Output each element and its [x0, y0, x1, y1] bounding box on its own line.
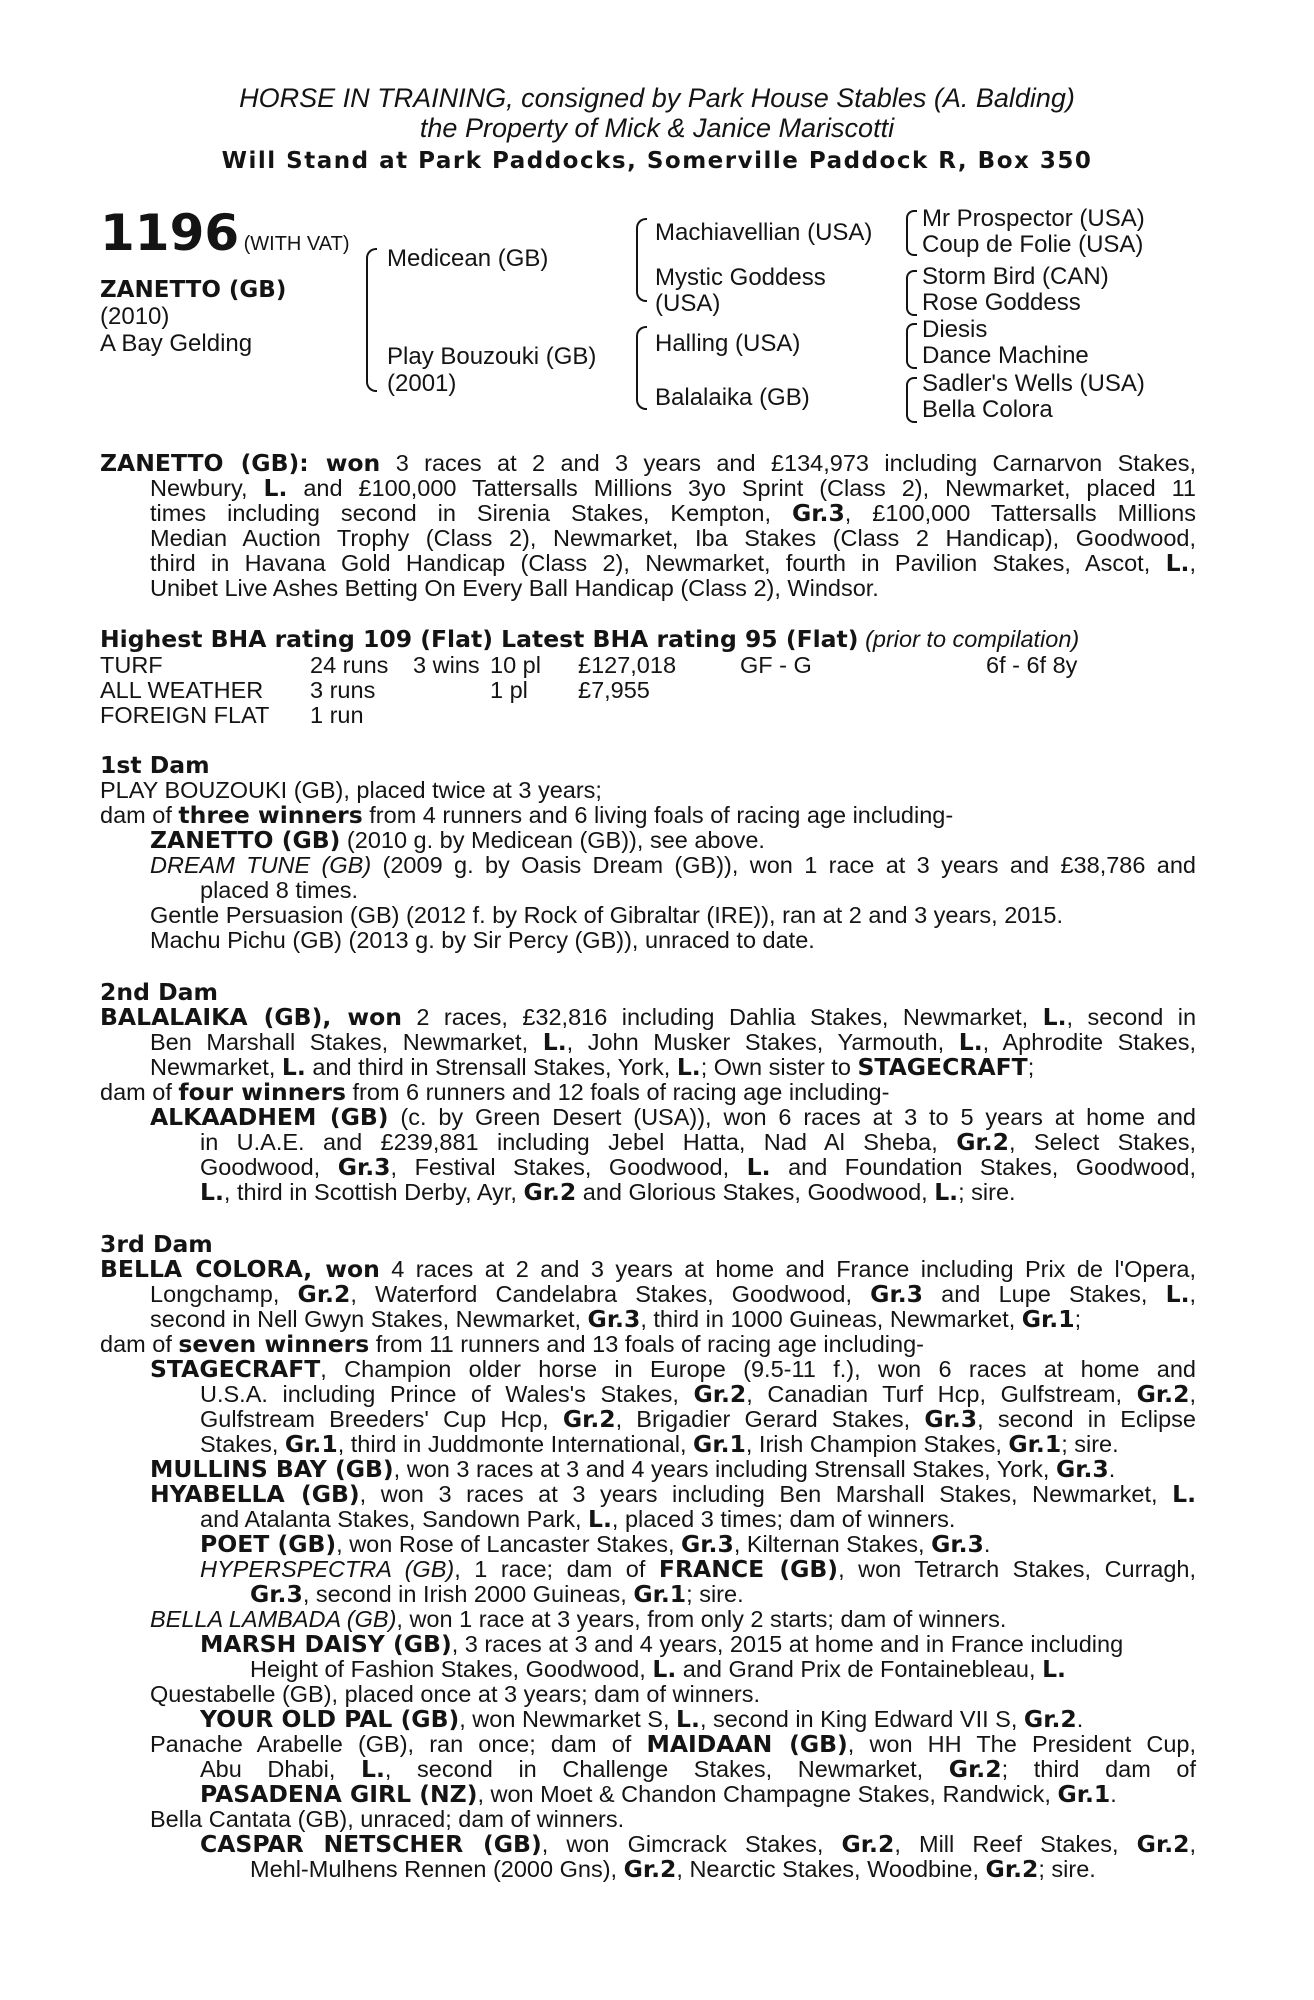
- text-run: Questabelle (GB), placed once at 3 years; dam of winners.: [150, 1681, 761, 1707]
- text-run: , Nearctic Stakes, Woodbine,: [676, 1856, 980, 1882]
- text-run: , won Rose of Lancaster Stakes,: [336, 1531, 675, 1557]
- text-line: [200, 1632, 1123, 1657]
- text-line: [250, 1582, 744, 1607]
- text-run: L.: [652, 1655, 677, 1683]
- text-run: ;: [1027, 1054, 1035, 1080]
- text-line: [200, 1382, 1196, 1407]
- text-run: Gr.3: [587, 1305, 641, 1333]
- text-run: Goodwood,: [200, 1154, 321, 1180]
- text-run: seven winners: [178, 1330, 370, 1358]
- text-run: 2 races, £32,816 including Dahlia Stakes, Newmarket,: [416, 1004, 1029, 1030]
- text-run: Gr.1: [284, 1430, 338, 1458]
- first-dam-heading: 1st Dam: [100, 751, 210, 779]
- text-run: L.: [588, 1505, 612, 1533]
- text-run: Gr.3: [791, 499, 845, 527]
- text-run: placed 8 times.: [200, 877, 359, 903]
- text-line: [150, 1482, 1196, 1507]
- text-line: [150, 1105, 1196, 1130]
- text-run: from 11 runners and 13 foals of racing age including-: [375, 1331, 924, 1357]
- header-property: the Property of Mick & Janice Mariscotti: [419, 113, 895, 143]
- dam-year: (2001): [387, 370, 457, 397]
- text-run: Gr.2: [562, 1405, 616, 1433]
- text-line: [200, 1782, 1117, 1807]
- sire: Medicean (GB): [387, 245, 549, 272]
- text-run: Gr.3: [924, 1405, 978, 1433]
- horse-year: (2010): [100, 303, 170, 330]
- text-line: [150, 1307, 1081, 1332]
- text-run: Newbury,: [150, 475, 248, 501]
- text-line: [150, 1482, 1196, 1507]
- text-line: [200, 1155, 1196, 1180]
- text-run: L.: [676, 1705, 700, 1733]
- text-run: , third in 1000 Guineas, Newmarket,: [640, 1306, 1016, 1332]
- text-run: Longchamp,: [150, 1281, 280, 1307]
- text-run: L.: [746, 1153, 771, 1181]
- text-run: L.: [361, 1755, 385, 1783]
- text-run: HYABELLA (GB): [150, 1480, 360, 1508]
- second-dam-heading: 2nd Dam: [100, 978, 218, 1006]
- text-line: [100, 1332, 924, 1357]
- text-run: , £100,000 Tattersalls Millions: [844, 500, 1197, 526]
- text-run: four winners: [178, 1078, 346, 1106]
- text-line: [100, 803, 953, 828]
- text-run: Gr.2: [693, 1380, 747, 1408]
- text-line: [150, 828, 765, 853]
- brace-g4: [906, 377, 917, 423]
- text-run: 3 runs: [310, 677, 376, 703]
- text-run: ,: [1189, 1281, 1197, 1307]
- lot-number-row: [100, 205, 350, 261]
- text-run: Gr.2: [985, 1855, 1039, 1883]
- text-run: Gr.2: [956, 1128, 1009, 1156]
- text-run: and Glorious Stakes, Goodwood,: [582, 1179, 928, 1205]
- text-line: [150, 853, 1196, 878]
- text-line: [100, 1257, 1196, 1282]
- text-run: 10 pl: [490, 652, 541, 678]
- brace-gen1: [366, 248, 377, 392]
- text-run: STAGECRAFT: [857, 1053, 1028, 1081]
- text-run: ; sire.: [686, 1581, 744, 1607]
- text-run: ZANETTO (GB): [100, 449, 300, 477]
- dam-sire: Halling (USA): [655, 330, 801, 357]
- text-run: second in Nell Gwyn Stakes, Newmarket,: [150, 1306, 581, 1332]
- text-run: Gr.3: [1055, 1455, 1109, 1483]
- great-granddam-2: Rose Goddess: [922, 289, 1081, 316]
- text-line: [150, 1282, 1196, 1307]
- text-run: , won Tetrarch Stakes, Curragh,: [838, 1556, 1196, 1582]
- text-run: POET (GB): [200, 1530, 337, 1558]
- dam-name: Play Bouzouki (GB): [387, 343, 597, 370]
- text-line: [100, 1080, 889, 1105]
- text-line: [150, 1732, 1196, 1757]
- text-run: Median Auction Trophy (Class 2), Newmarket, Iba Stakes (Class 2 Handicap), Goodwood,: [150, 525, 1196, 551]
- text-run: Gr.2: [523, 1178, 577, 1206]
- text-run: MAIDAAN (GB): [646, 1730, 848, 1758]
- text-run: L.: [263, 474, 288, 502]
- text-run: YOUR OLD PAL (GB): [200, 1705, 460, 1733]
- text-run: U.S.A. including Prince of Wales's Stakes,: [200, 1381, 679, 1407]
- text-run: , second in: [1066, 1004, 1197, 1030]
- summary-line-5: [150, 551, 1196, 576]
- text-line: [250, 1657, 1066, 1682]
- text-run: , second in Eclipse: [977, 1406, 1196, 1432]
- brace-g2: [906, 270, 917, 316]
- text-run: three winners: [178, 801, 363, 829]
- text-run: Gr.1: [1021, 1305, 1075, 1333]
- text-run: L.: [934, 1178, 959, 1206]
- text-line: [150, 551, 1196, 576]
- text-line: [100, 451, 1196, 476]
- text-line: [150, 1030, 1196, 1055]
- text-run: , won Moet & Chandon Champagne Stakes, Randwick,: [477, 1781, 1051, 1807]
- text-line: [200, 1557, 1196, 1582]
- text-run: £127,018: [578, 652, 677, 678]
- text-line: [150, 1357, 1196, 1382]
- text-run: dam of: [100, 1079, 172, 1105]
- text-run: , third in Scottish Derby, Ayr,: [223, 1179, 517, 1205]
- text-run: and third in Strensall Stakes, York,: [312, 1054, 671, 1080]
- text-run: Gr.2: [1136, 1380, 1190, 1408]
- text-run: Abu Dhabi,: [200, 1756, 336, 1782]
- text-line: [200, 1130, 1196, 1155]
- text-run: PLAY BOUZOUKI (GB), placed twice at 3 years;: [100, 777, 602, 803]
- text-run: times including second in Sirenia Stakes, Kempton,: [150, 500, 771, 526]
- text-run: Gentle Persuasion (GB) (2012 f. by Rock of Gibraltar (IRE)), ran at 2 and 3 years, 2015.: [150, 902, 1064, 928]
- text-run: 3 wins: [413, 652, 480, 678]
- summary-line-2: [150, 476, 1196, 501]
- text-run: BELLA COLORA, won: [100, 1255, 380, 1283]
- brace-dam: [636, 326, 647, 410]
- text-run: , won 1 race at 3 years, from only 2 starts; dam of winners.: [396, 1606, 1007, 1632]
- text-run: BALALAIKA (GB), won: [100, 1003, 402, 1031]
- header-consignment: HORSE IN TRAINING, consigned by Park House Stables (A. Balding): [239, 83, 1075, 113]
- text-run: .: [1110, 1781, 1117, 1807]
- text-run: HYPERSPECTRA (GB): [200, 1556, 455, 1582]
- text-line: [250, 1857, 1096, 1882]
- text-line: [200, 1832, 1196, 1857]
- text-run: MARSH DAISY (GB): [200, 1630, 452, 1658]
- text-run: Gr.2: [841, 1830, 895, 1858]
- text-run: , Festival Stakes, Goodwood,: [390, 1154, 730, 1180]
- lot-number: 1196: [100, 204, 240, 262]
- text-run: 1 pl: [490, 677, 528, 703]
- text-run: , won 3 races at 3 years including Ben Marshall Stakes, Newmarket,: [359, 1481, 1158, 1507]
- sire-dam-line1: Mystic Goddess: [655, 264, 826, 291]
- great-grandsire-2: Storm Bird (CAN): [922, 263, 1109, 290]
- text-line: [200, 1532, 990, 1557]
- text-run: , second in King Edward VII S,: [699, 1706, 1018, 1732]
- text-run: 6f - 6f 8y: [986, 652, 1078, 678]
- text-run: ;: [1074, 1306, 1082, 1332]
- text-run: Ben Marshall Stakes, Newmarket,: [150, 1029, 529, 1055]
- text-run: ALL WEATHER: [100, 677, 264, 703]
- text-run: Gr.2: [1136, 1830, 1190, 1858]
- text-run: ,: [1189, 1381, 1196, 1407]
- text-line: [200, 1757, 1196, 1782]
- text-run: , Champion older horse in Europe (9.5-11 f.), won 6 races at home and: [320, 1356, 1196, 1382]
- text-run: , Aphrodite Stakes,: [982, 1029, 1197, 1055]
- text-run: PASADENA GIRL (NZ): [200, 1780, 478, 1808]
- text-run: L.: [676, 1053, 701, 1081]
- bha-rating: [100, 627, 1079, 652]
- text-run: third in Havana Gold Handicap (Class 2), Newmarket, fourth in Pavilion Stakes, Ascot,: [150, 550, 1151, 576]
- text-run: from 4 runners and 6 living foals of racing age including-: [369, 802, 954, 828]
- text-line: [200, 1155, 1196, 1180]
- summary-line-6: Unibet Live Ashes Betting On Every Ball Handicap (Class 2), Windsor.: [150, 575, 879, 601]
- text-run: , Brigadier Gerard Stakes,: [615, 1406, 911, 1432]
- text-run: : won: [299, 449, 381, 477]
- text-run: L.: [1165, 1280, 1190, 1308]
- text-run: , Irish Champion Stakes,: [745, 1431, 1002, 1457]
- text-run: (2009 g. by Oasis Dream (GB)), won 1 race at 3 years and £38,786 and: [382, 852, 1196, 878]
- text-run: Gulfstream Breeders' Cup Hcp,: [200, 1406, 549, 1432]
- text-run: ; sire.: [1061, 1431, 1119, 1457]
- text-line: [200, 1757, 1196, 1782]
- text-run: , won 3 races at 3 and 4 years including Strensall Stakes, York,: [393, 1456, 1050, 1482]
- text-run: L.: [1172, 1480, 1197, 1508]
- text-run: Gr.3: [931, 1530, 984, 1558]
- text-run: Bella Cantata (GB), unraced; dam of winners.: [150, 1806, 625, 1832]
- text-run: £7,955: [578, 677, 650, 703]
- third-dam-heading: 3rd Dam: [100, 1230, 213, 1258]
- text-run: , Mill Reef Stakes,: [894, 1831, 1119, 1857]
- text-run: L.: [1042, 1003, 1067, 1031]
- text-line: [100, 1257, 1196, 1282]
- text-line: [200, 1180, 1016, 1205]
- text-run: L.: [1165, 549, 1190, 577]
- text-run: , won Gimcrack Stakes,: [541, 1831, 824, 1857]
- text-run: Gr.2: [623, 1855, 677, 1883]
- text-line: [150, 853, 1196, 878]
- text-run: .: [1108, 1456, 1116, 1482]
- sire-sire: Machiavellian (USA): [655, 219, 873, 246]
- text-run: ; third dam of: [1001, 1756, 1197, 1782]
- text-run: .: [1076, 1706, 1084, 1732]
- text-run: and £100,000 Tattersalls Millions 3yo Sprint (Class 2), Newmarket, placed 11: [303, 475, 1196, 501]
- text-run: , placed 3 times; dam of winners.: [611, 1506, 956, 1532]
- great-granddam-3: Dance Machine: [922, 342, 1089, 369]
- text-run: GF - G: [740, 652, 812, 678]
- text-run: 1 run: [310, 702, 364, 728]
- great-grandsire-1: Mr Prospector (USA): [922, 205, 1145, 232]
- text-run: Gr.1: [1008, 1430, 1062, 1458]
- dam-dam: Balalaika (GB): [655, 384, 810, 411]
- text-run: and Grand Prix de Fontainebleau,: [682, 1656, 1036, 1682]
- text-run: Gr.1: [693, 1430, 746, 1458]
- text-line: [150, 501, 1196, 526]
- text-line: [200, 1507, 955, 1532]
- text-run: from 6 runners and 12 foals of racing age including-: [352, 1079, 890, 1105]
- text-run: L.: [281, 1053, 306, 1081]
- text-run: FRANCE (GB): [658, 1555, 839, 1583]
- text-run: , second in Challenge Stakes, Newmarket,: [384, 1756, 924, 1782]
- text-line: [200, 1407, 1196, 1432]
- text-run: , Waterford Candelabra Stakes, Goodwood,: [350, 1281, 852, 1307]
- text-run: ; sire.: [958, 1179, 1016, 1205]
- text-run: L.: [958, 1028, 983, 1056]
- horse-description: A Bay Gelding: [100, 330, 253, 357]
- text-run: Gr.2: [1023, 1705, 1077, 1733]
- brace-g1: [906, 210, 917, 256]
- text-run: dam of: [100, 1331, 172, 1357]
- text-run: , second in Irish 2000 Guineas,: [302, 1581, 627, 1607]
- text-run: DREAM TUNE (GB): [150, 852, 372, 878]
- text-run: and Foundation Stakes, Goodwood,: [788, 1154, 1196, 1180]
- text-line: [100, 1005, 1196, 1030]
- text-run: ; sire.: [1038, 1856, 1096, 1882]
- text-run: FOREIGN FLAT: [100, 702, 270, 728]
- text-run: Mehl-Mulhens Rennen (2000 Gns),: [250, 1856, 618, 1882]
- text-run: Stakes,: [200, 1431, 279, 1457]
- text-run: .: [983, 1531, 991, 1557]
- text-run: , 3 races at 3 and 4 years, 2015 at home and in France including: [451, 1631, 1124, 1657]
- text-line: [150, 1607, 1006, 1632]
- header-location: Will Stand at Park Paddocks, Somerville Paddock R, Box 350: [221, 148, 1093, 174]
- vat-note: (WITH VAT): [243, 233, 350, 255]
- sire-dam-line2: (USA): [655, 290, 721, 317]
- summary-line-3: [150, 501, 1196, 526]
- text-run: , Canadian Turf Hcp, Gulfstream,: [746, 1381, 1123, 1407]
- great-granddam-1: Coup de Folie (USA): [922, 231, 1144, 258]
- text-run: Machu Pichu (GB) (2013 g. by Sir Percy (GB)), unraced to date.: [150, 927, 815, 953]
- text-line: [150, 1030, 1196, 1055]
- text-run: , Kilternan Stakes,: [733, 1531, 925, 1557]
- summary-line-4: [150, 526, 1196, 551]
- text-line: [200, 1382, 1196, 1407]
- text-run: Gr.3: [250, 1580, 303, 1608]
- text-run: MULLINS BAY (GB): [150, 1455, 394, 1483]
- horse-name: ZANETTO (GB): [100, 277, 287, 303]
- text-line: [200, 1130, 1196, 1155]
- great-grandsire-4: Sadler's Wells (USA): [922, 370, 1145, 397]
- text-run: and Atalanta Stakes, Sandown Park,: [200, 1506, 582, 1532]
- text-run: Gr.1: [1057, 1780, 1111, 1808]
- text-run: Newmarket,: [150, 1054, 276, 1080]
- text-run: 3 races at 2 and 3 years and £134,973 including Carnarvon Stakes,: [395, 450, 1197, 476]
- text-run: 4 races at 2 and 3 years at home and France including Prix de l'Opera,: [391, 1256, 1196, 1282]
- text-run: Gr.2: [948, 1755, 1002, 1783]
- text-run: ; Own sister to: [700, 1054, 851, 1080]
- text-run: 24 runs: [310, 652, 389, 678]
- text-run: ,: [1189, 1831, 1197, 1857]
- great-grandsire-3: Diesis: [922, 316, 988, 343]
- text-run: , won Newmarket S,: [459, 1706, 670, 1732]
- text-run: , Select Stakes,: [1009, 1129, 1196, 1155]
- text-line: [200, 1557, 1196, 1582]
- text-line: [150, 1732, 1196, 1757]
- text-line: [150, 1105, 1196, 1130]
- text-run: BELLA LAMBADA (GB): [150, 1606, 397, 1632]
- text-run: Panache Arabelle (GB), ran once; dam of: [150, 1731, 632, 1757]
- text-line: [100, 1005, 1196, 1030]
- text-line: [150, 1282, 1196, 1307]
- text-run: L.: [542, 1028, 567, 1056]
- text-run: , 1 race; dam of: [454, 1556, 646, 1582]
- text-run: ,: [1189, 550, 1196, 576]
- text-line: [150, 1457, 1115, 1482]
- text-line: [200, 1432, 1119, 1457]
- text-line: [200, 1832, 1196, 1857]
- text-run: , John Musker Stakes, Yarmouth,: [566, 1029, 945, 1055]
- text-run: Gr.3: [870, 1280, 923, 1308]
- text-run: , won HH The President Cup,: [847, 1731, 1196, 1757]
- text-run: , third in Juddmonte International,: [337, 1431, 687, 1457]
- text-run: Gr.3: [337, 1153, 391, 1181]
- text-run: Gr.3: [681, 1530, 734, 1558]
- summary-line-1: [100, 451, 1196, 476]
- text-run: ALKAADHEM (GB): [150, 1103, 389, 1131]
- text-run: (c. by Green Desert (USA)), won 6 races at 3 to 5 years at home and: [400, 1104, 1196, 1130]
- text-run: Gr.1: [633, 1580, 687, 1608]
- brace-g3: [906, 323, 917, 369]
- text-run: TURF: [100, 652, 163, 678]
- text-run: Height of Fashion Stakes, Goodwood,: [250, 1656, 646, 1682]
- text-run: STAGECRAFT: [150, 1355, 321, 1383]
- text-run: CASPAR NETSCHER (GB): [200, 1830, 542, 1858]
- text-line: [150, 1357, 1196, 1382]
- text-run: Highest BHA rating 109 (Flat) Latest BHA rating 95 (Flat): [100, 625, 859, 653]
- text-line: [150, 476, 1196, 501]
- text-run: ZANETTO (GB): [150, 826, 341, 854]
- text-line: [200, 1407, 1196, 1432]
- text-line: [150, 1055, 1034, 1080]
- brace-sire: [636, 218, 647, 302]
- text-run: (prior to compilation): [865, 626, 1080, 652]
- text-run: L.: [1042, 1655, 1066, 1683]
- text-line: [200, 1707, 1083, 1732]
- great-granddam-4: Bella Colora: [922, 396, 1053, 423]
- text-run: in U.A.E. and £239,881 including Jebel Hatta, Nad Al Sheba,: [200, 1129, 938, 1155]
- text-run: Gr.2: [297, 1280, 351, 1308]
- text-run: (2010 g. by Medicean (GB)), see above.: [346, 827, 765, 853]
- text-run: L.: [200, 1178, 224, 1206]
- text-run: dam of: [100, 802, 172, 828]
- text-run: and Lupe Stakes,: [941, 1281, 1148, 1307]
